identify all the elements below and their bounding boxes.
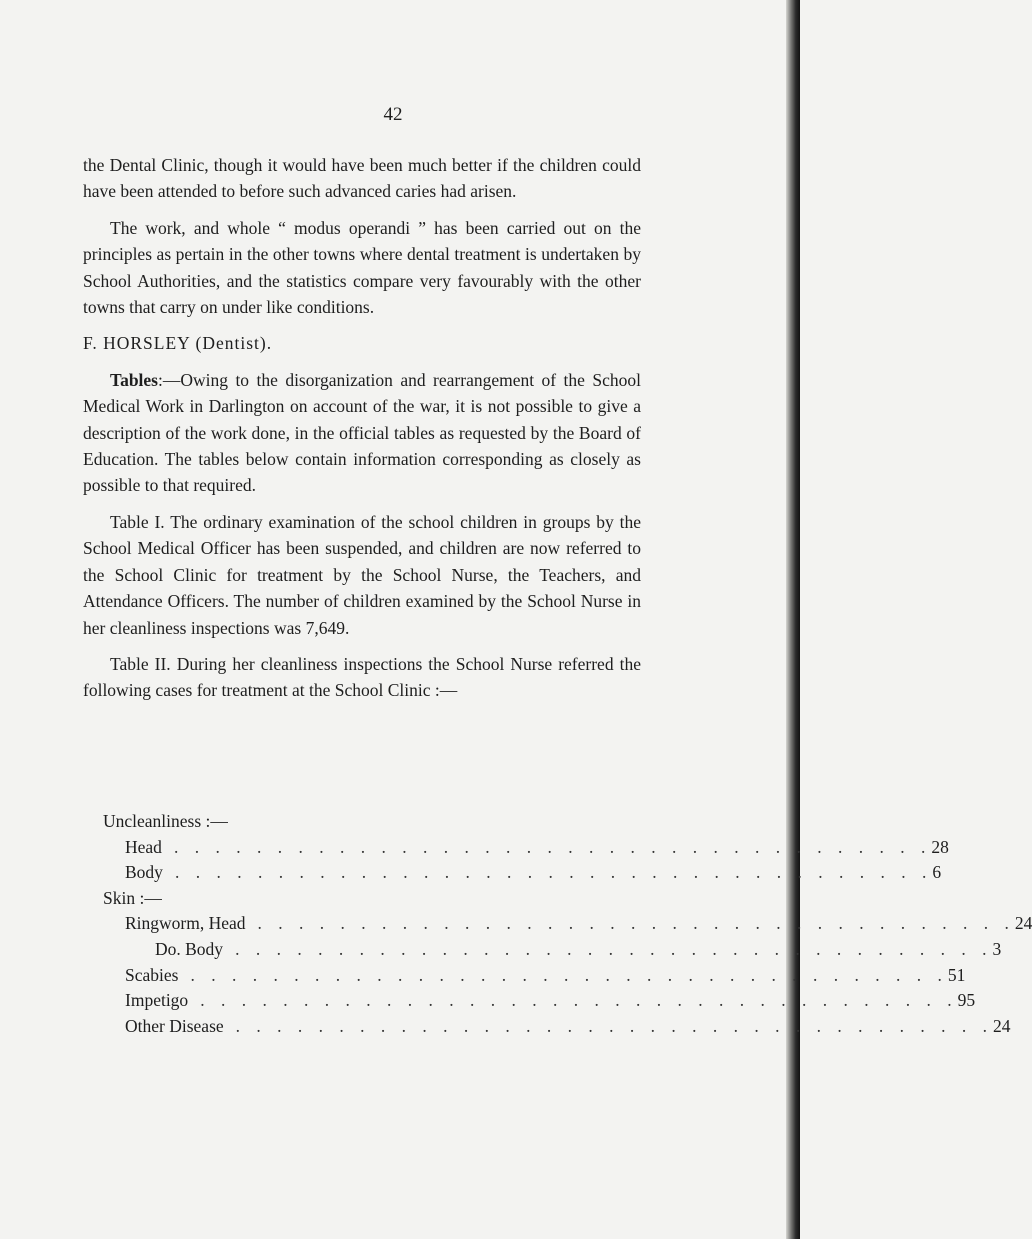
dot-leader: . . . . . . . . . . . . . . . . . . . . . . . . . . . . . . . . . . . . . <box>173 836 932 857</box>
list-item <box>83 937 1002 963</box>
list-item-value: 6 <box>932 862 942 883</box>
document-body <box>83 152 641 704</box>
list-item-value: 24 <box>1014 913 1032 934</box>
list-item-label: Ringworm, Head <box>125 913 246 934</box>
tables-lead: Tables <box>110 369 158 390</box>
dot-leader: . . . . . . . . . . . . . . . . . . . . . . . . . . . . . . . . . . . . . <box>190 964 948 985</box>
paragraph-dental-clinic: the Dental Clinic, though it would have been much better if the children could have been attended to before such advanced caries had arisen. <box>83 155 641 202</box>
tables-text: :—Owing to the disorganization and rearrangement of the School Medical Work in Darlington on account of the war, it is not possible to give a description of the work done, in the official tables as requested by the Board of Education. The tables below contain information corresponding as closely as possible to that required. <box>83 369 641 496</box>
referral-list <box>83 809 1032 1039</box>
dot-leader: . . . . . . . . . . . . . . . . . . . . . . . . . . . . . . . . . . . . . <box>235 1015 994 1036</box>
signature: F. HORSLEY (Dentist). <box>83 333 273 354</box>
list-item <box>83 1014 1011 1040</box>
paragraph-table-one: Table I. The ordinary examination of the school children in groups by the School Medical Officer has been suspended, and children are now referred to the School Clinic for treatment by the School Nurse, the Teachers, and Attendance Officers. The number of children examined by the School Nurse in her cleanliness inspections was 7,649. <box>83 511 641 638</box>
dot-leader: . . . . . . . . . . . . . . . . . . . . . . . . . . . . . . . . . . . . . <box>174 862 933 883</box>
list-item-value: 24 <box>993 1015 1011 1036</box>
list-item <box>83 911 1032 937</box>
dot-leader: . . . . . . . . . . . . . . . . . . . . . . . . . . . . . . . . . . . . . <box>257 913 1015 934</box>
list-item-label: Other Disease <box>125 1015 224 1036</box>
list-item-label: Do. Body <box>155 938 224 959</box>
page-number: 42 <box>383 104 403 125</box>
list-item-label: Body <box>125 862 163 883</box>
list-item-label: Head <box>125 836 162 857</box>
list-item-label: Impetigo <box>125 990 189 1011</box>
page-edge-shadow <box>786 0 800 1239</box>
list-item-value: 51 <box>947 964 966 985</box>
uncleanliness-heading: Uncleanliness :— <box>103 811 228 831</box>
dot-leader: . . . . . . . . . . . . . . . . . . . . . . . . . . . . . . . . . . . . . <box>235 938 993 959</box>
list-item <box>83 860 942 886</box>
list-item-label: Scabies <box>125 964 179 985</box>
paragraph-modus-operandi: The work, and whole “ modus operandi ” has been carried out on the principles as pertain in the other towns where dental treatment is undertaken by School Authorities, and the statistics compare very favourably with the other towns that carry on under like conditions. <box>83 217 641 318</box>
list-item-value: 3 <box>992 938 1002 959</box>
list-item <box>83 988 976 1014</box>
skin-heading: Skin :— <box>103 887 162 908</box>
list-item <box>83 963 966 989</box>
paragraph-table-two: Table II. During her cleanliness inspections the School Nurse referred the following cases for treatment at the School Clinic :— <box>83 653 641 701</box>
list-item-value: 95 <box>957 990 976 1011</box>
list-item <box>83 835 949 861</box>
paragraph-tables <box>83 367 641 499</box>
list-item-value: 28 <box>931 836 949 857</box>
dot-leader: . . . . . . . . . . . . . . . . . . . . . . . . . . . . . . . . . . . . . <box>200 990 958 1011</box>
